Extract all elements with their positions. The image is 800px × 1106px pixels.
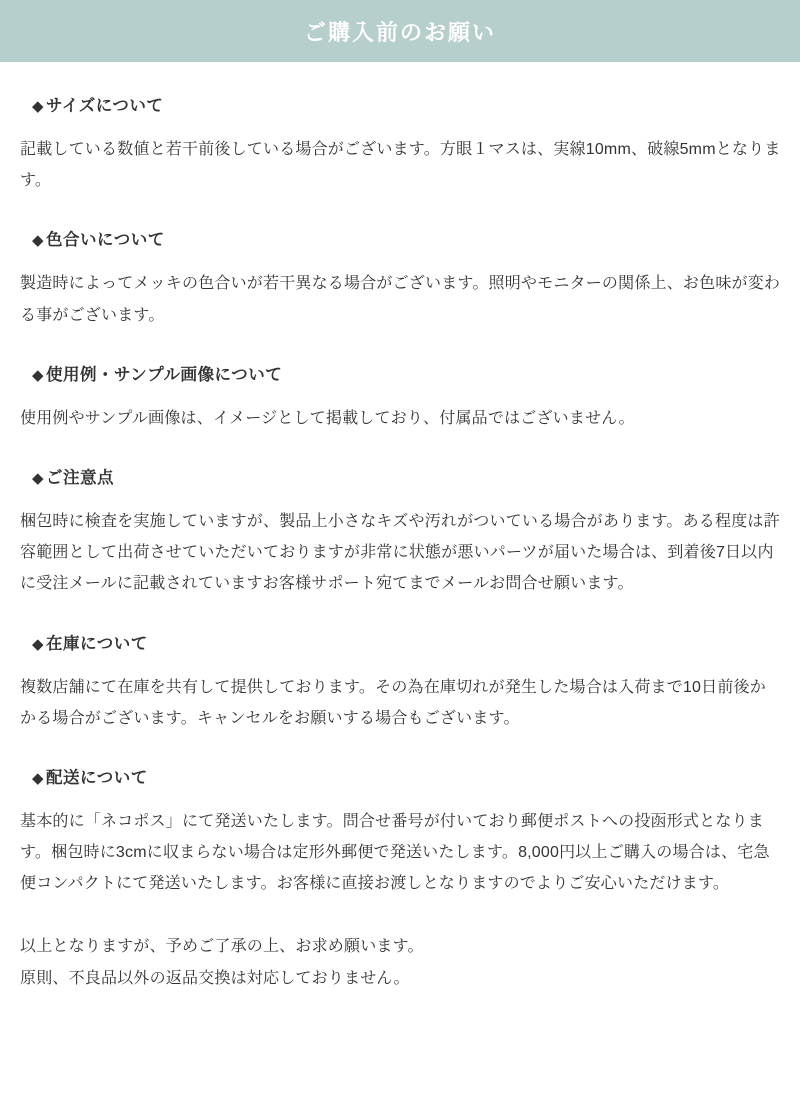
diamond-icon: ◆ [32, 769, 45, 787]
section-color [18, 226, 782, 330]
section-color-heading-text: 色合いについて [46, 231, 165, 250]
section-shipping-body: 基本的に「ネコポス」にて発送いたします。問合せ番号が付いており郵便ポストへの投函形式となります。梱包時に3cmに収まらない場合は定形外郵便で発送いたします。8,000円以上ご購入の場合は、宅急便コンパクトにて発送いたします。お客様に直接お渡しとなりますのでよりご安心いただけます。 [20, 812, 770, 893]
notice-content [0, 92, 800, 1004]
section-stock [18, 630, 782, 734]
diamond-icon: ◆ [32, 469, 45, 487]
section-color-heading [32, 226, 782, 250]
section-sample-image-body: 使用例やサンプル画像は、イメージとして掲載しており、付属品ではございません。 [20, 409, 635, 427]
diamond-icon: ◆ [32, 635, 45, 653]
closing-line-1: 以上となりますが、予めご了承の上、お求め願います。 [20, 938, 424, 956]
section-stock-heading [32, 630, 782, 654]
diamond-icon: ◆ [32, 98, 45, 115]
section-caution-body: 梱包時に検査を実施していますが、製品上小さなキズや汚れがついている場合があります。ある程度は許容範囲として出荷させていただいておりますが非常に状態が悪いパーツが届いた場合は、到着後7日以内に受注メールに記載されていますお客様サポート宛てまでメールお問合せ願います。 [20, 512, 780, 593]
section-size-body: 記載している数値と若干前後している場合がございます。方眼１マスは、実線10mm、破線5mmとなります。 [20, 141, 781, 190]
section-size-heading [32, 92, 782, 116]
section-caution [18, 464, 782, 600]
diamond-icon: ◆ [32, 366, 45, 384]
section-size [18, 92, 782, 196]
section-color-body: 製造時によってメッキの色合いが若干異なる場合がございます。照明やモニターの関係上、お色味が変わる事がございます。 [20, 275, 781, 324]
section-shipping-heading-text: 配送について [46, 768, 148, 787]
section-shipping [18, 764, 782, 900]
section-caution-heading [32, 464, 782, 488]
section-sample-image [18, 361, 782, 434]
section-sample-image-heading-text: 使用例・サンプル画像について [46, 365, 283, 384]
page-banner [0, 0, 800, 62]
closing-note [20, 931, 782, 993]
section-stock-body: 複数店舗にて在庫を共有して提供しております。その為在庫切れが発生した場合は入荷まで10日前後かかる場合がございます。キャンセルをお願いする場合もございます。 [20, 678, 766, 727]
section-stock-heading-text: 在庫について [46, 634, 148, 653]
section-caution-heading-text: ご注意点 [46, 468, 115, 487]
page-title: ご購入前のお願い [303, 19, 496, 45]
section-size-heading-text: サイズについて [46, 97, 164, 115]
section-shipping-heading [32, 764, 782, 788]
diamond-icon: ◆ [32, 232, 45, 250]
section-sample-image-heading [32, 361, 782, 385]
closing-line-2: 原則、不良品以外の返品交換は対応しておりません。 [20, 969, 410, 987]
